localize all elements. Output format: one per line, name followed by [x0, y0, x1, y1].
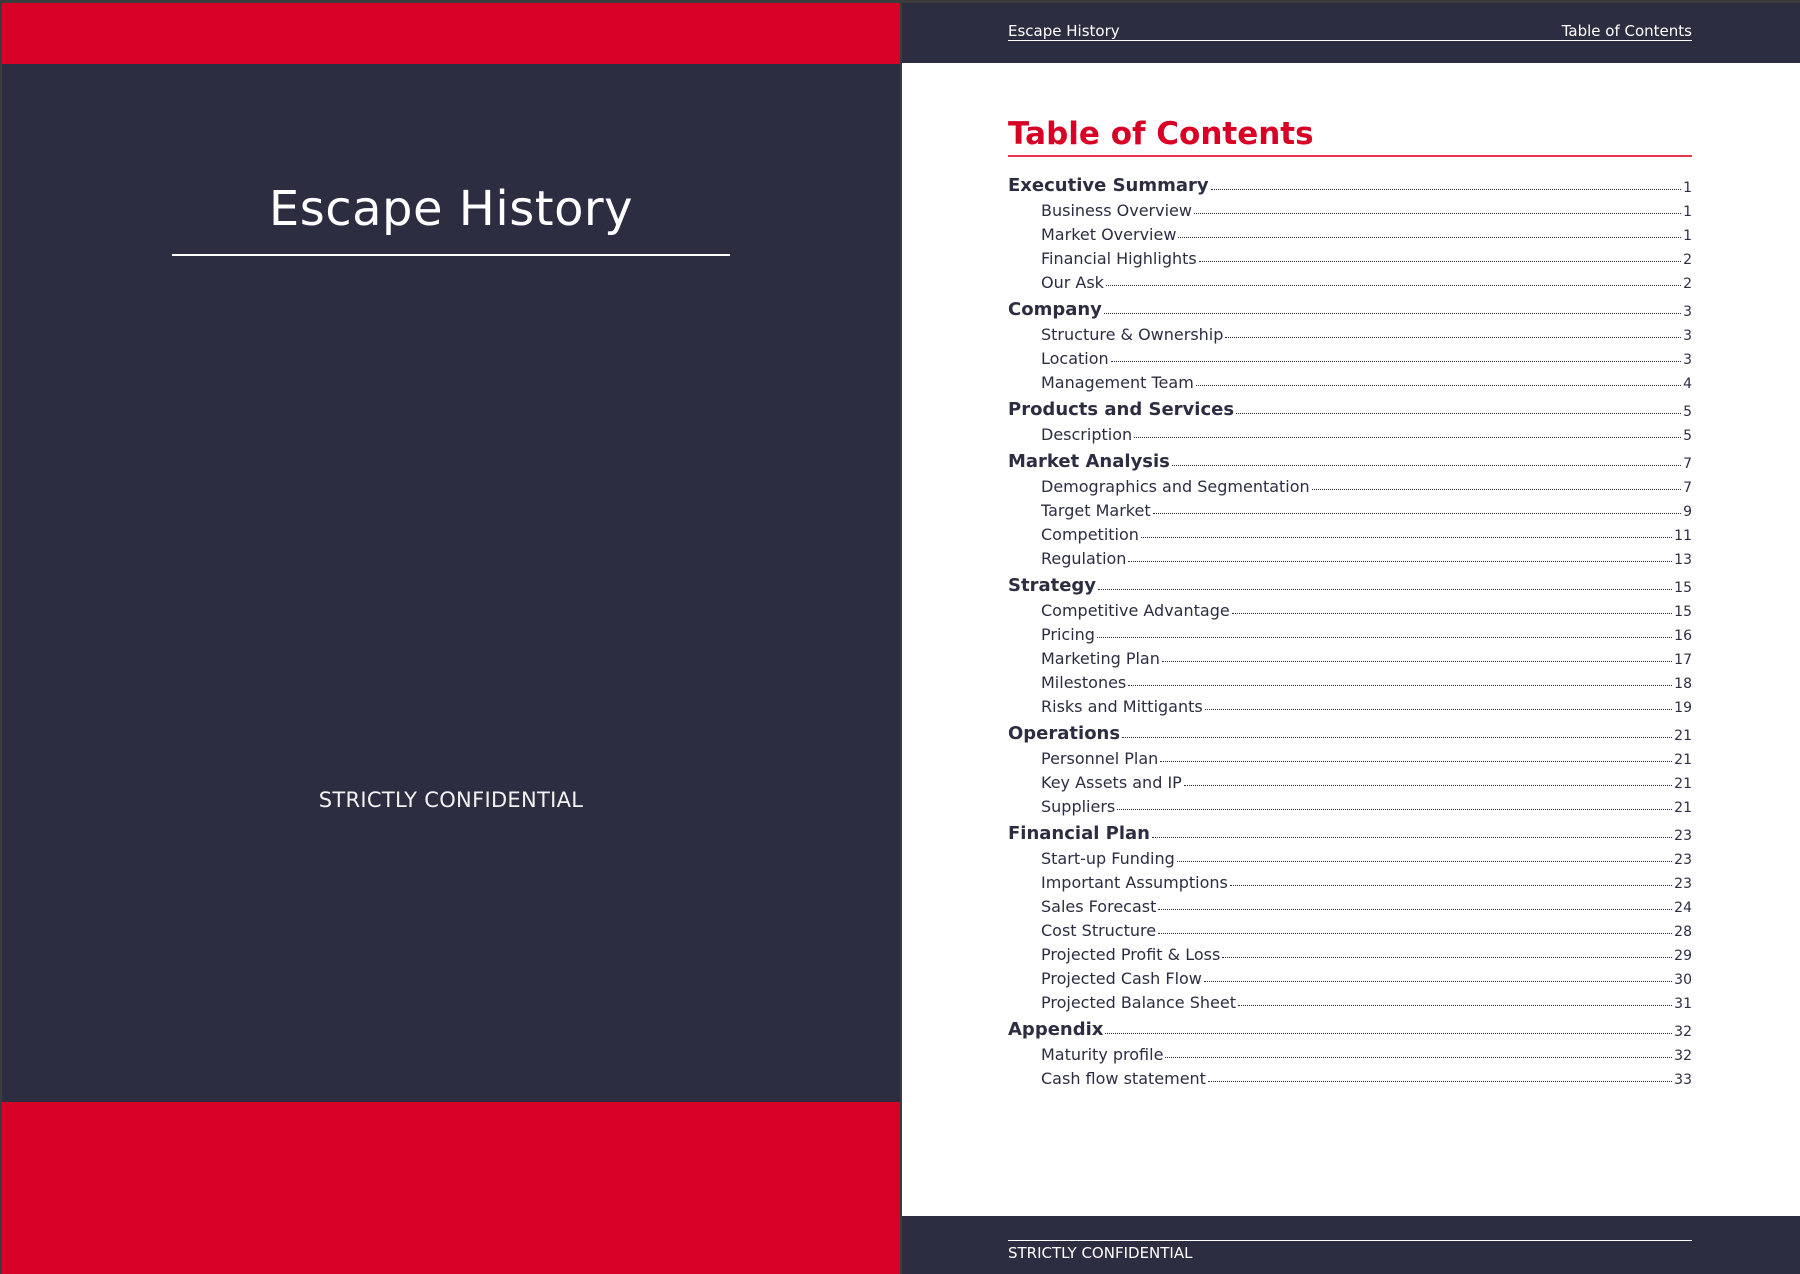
toc-entry-label: Projected Balance Sheet: [1041, 993, 1236, 1012]
toc-entry-page-number: 21: [1674, 728, 1692, 744]
toc-subsection-entry[interactable]: [1008, 1064, 1692, 1088]
toc-entry-page-number: 15: [1674, 580, 1692, 596]
toc-entry-page-number: 2: [1683, 276, 1692, 292]
toc-entry-page-number: 18: [1674, 676, 1692, 692]
cover-confidential-label: STRICTLY CONFIDENTIAL: [318, 788, 584, 812]
toc-entry-page-number: 23: [1674, 828, 1692, 844]
toc-entry-page-number: 21: [1674, 776, 1692, 792]
page-footer: [902, 1216, 1800, 1274]
toc-entry-label: Projected Profit & Loss: [1041, 945, 1221, 964]
toc-subsection-entry[interactable]: [1008, 988, 1692, 1012]
toc-subsection-entry[interactable]: [1008, 520, 1692, 544]
toc-dot-leader: [1172, 465, 1681, 466]
toc-entry-page-number: 9: [1683, 504, 1692, 520]
toc-dot-leader: [1134, 437, 1681, 438]
cover-page: [2, 3, 900, 1274]
toc-dot-leader: [1222, 957, 1672, 958]
toc-entry-page-number: 32: [1674, 1024, 1692, 1040]
toc-entry-label: Projected Cash Flow: [1041, 969, 1202, 988]
toc-entry-page-number: 2: [1683, 252, 1692, 268]
toc-entry-label: Sales Forecast: [1041, 897, 1157, 916]
toc-subsection-entry[interactable]: [1008, 420, 1692, 444]
toc-subsection-entry[interactable]: [1008, 892, 1692, 916]
footer-divider: [1008, 1240, 1692, 1241]
toc-dot-leader: [1141, 537, 1672, 538]
toc-subsection-entry[interactable]: [1008, 844, 1692, 868]
toc-dot-leader: [1312, 489, 1681, 490]
toc-entry-label: Executive Summary: [1008, 175, 1209, 196]
toc-entry-page-number: 5: [1683, 404, 1692, 420]
toc-dot-leader: [1238, 1005, 1672, 1006]
toc-list: [1008, 170, 1692, 1088]
toc-entry-page-number: 21: [1674, 752, 1692, 768]
toc-subsection-entry[interactable]: [1008, 916, 1692, 940]
toc-dot-leader: [1111, 361, 1681, 362]
toc-entry-label: Important Assumptions: [1041, 873, 1228, 892]
cover-title-divider: [172, 254, 730, 256]
toc-dot-leader: [1106, 285, 1681, 286]
toc-entry-page-number: 11: [1674, 528, 1692, 544]
footer-confidential-label: STRICTLY CONFIDENTIAL: [1008, 1244, 1193, 1262]
toc-page: [902, 3, 1800, 1274]
toc-dot-leader: [1230, 885, 1672, 886]
toc-subsection-entry[interactable]: [1008, 644, 1692, 668]
toc-entry-label: Market Overview: [1041, 225, 1177, 244]
toc-subsection-entry[interactable]: [1008, 668, 1692, 692]
toc-entry-label: Regulation: [1041, 549, 1127, 568]
toc-subsection-entry[interactable]: [1008, 220, 1692, 244]
toc-entry-label: Structure & Ownership: [1041, 325, 1224, 344]
toc-subsection-entry[interactable]: [1008, 768, 1692, 792]
toc-dot-leader: [1177, 861, 1672, 862]
toc-entry-page-number: 3: [1683, 304, 1692, 320]
toc-entry-page-number: 1: [1683, 228, 1692, 244]
toc-section-entry[interactable]: [1008, 570, 1692, 596]
toc-entry-page-number: 21: [1674, 800, 1692, 816]
toc-subsection-entry[interactable]: [1008, 344, 1692, 368]
toc-entry-label: Management Team: [1041, 373, 1194, 392]
toc-subsection-entry[interactable]: [1008, 196, 1692, 220]
toc-dot-leader: [1104, 313, 1681, 314]
toc-entry-page-number: 4: [1683, 376, 1692, 392]
toc-entry-page-number: 32: [1674, 1048, 1692, 1064]
toc-entry-page-number: 1: [1683, 204, 1692, 220]
toc-dot-leader: [1098, 589, 1672, 590]
header-divider: [1008, 40, 1692, 41]
toc-entry-page-number: 30: [1674, 972, 1692, 988]
toc-entry-label: Risks and Mittigants: [1041, 697, 1203, 716]
toc-entry-label: Personnel Plan: [1041, 749, 1159, 768]
toc-dot-leader: [1105, 1033, 1672, 1034]
toc-entry-label: Competition: [1041, 525, 1139, 544]
toc-subsection-entry[interactable]: [1008, 368, 1692, 392]
toc-entry-page-number: 17: [1674, 652, 1692, 668]
toc-dot-leader: [1205, 709, 1672, 710]
header-section-title: Table of Contents: [1561, 22, 1692, 40]
toc-subsection-entry[interactable]: [1008, 964, 1692, 988]
toc-entry-page-number: 24: [1674, 900, 1692, 916]
toc-dot-leader: [1117, 809, 1672, 810]
toc-entry-page-number: 7: [1683, 480, 1692, 496]
toc-dot-leader: [1097, 637, 1672, 638]
toc-dot-leader: [1162, 661, 1672, 662]
toc-entry-label: Strategy: [1008, 575, 1097, 596]
toc-dot-leader: [1184, 785, 1672, 786]
toc-subsection-entry[interactable]: [1008, 472, 1692, 496]
toc-entry-label: Maturity profile: [1041, 1045, 1164, 1064]
toc-dot-leader: [1211, 189, 1681, 190]
toc-section-entry[interactable]: [1008, 170, 1692, 196]
toc-entry-label: Financial Highlights: [1041, 249, 1197, 268]
toc-dot-leader: [1158, 933, 1672, 934]
toc-entry-page-number: 23: [1674, 852, 1692, 868]
toc-entry-label: Description: [1041, 425, 1133, 444]
toc-dot-leader: [1165, 1057, 1672, 1058]
toc-entry-page-number: 29: [1674, 948, 1692, 964]
toc-entry-page-number: 28: [1674, 924, 1692, 940]
toc-dot-leader: [1204, 981, 1672, 982]
toc-subsection-entry[interactable]: [1008, 244, 1692, 268]
toc-entry-label: Demographics and Segmentation: [1041, 477, 1310, 496]
toc-subsection-entry[interactable]: [1008, 544, 1692, 568]
toc-subsection-entry[interactable]: [1008, 1040, 1692, 1064]
toc-entry-page-number: 31: [1674, 996, 1692, 1012]
toc-subsection-entry[interactable]: [1008, 620, 1692, 644]
cover-top-band: [2, 3, 900, 64]
toc-entry-page-number: 3: [1683, 328, 1692, 344]
toc-entry-label: Location: [1041, 349, 1109, 368]
toc-dot-leader: [1236, 413, 1681, 414]
toc-entry-label: Milestones: [1041, 673, 1127, 692]
toc-dot-leader: [1196, 385, 1681, 386]
toc-dot-leader: [1160, 761, 1672, 762]
toc-subsection-entry[interactable]: [1008, 596, 1692, 620]
toc-heading-underline: [1008, 155, 1692, 157]
toc-entry-label: Marketing Plan: [1041, 649, 1160, 668]
toc-subsection-entry[interactable]: [1008, 744, 1692, 768]
toc-entry-label: Pricing: [1041, 625, 1095, 644]
toc-entry-page-number: 5: [1683, 428, 1692, 444]
toc-entry-page-number: 1: [1683, 180, 1692, 196]
toc-heading: Table of Contents: [1008, 116, 1314, 152]
toc-dot-leader: [1194, 213, 1681, 214]
toc-dot-leader: [1178, 237, 1681, 238]
page-header: [902, 3, 1800, 63]
cover-bottom-band: [2, 1102, 900, 1274]
toc-dot-leader: [1232, 613, 1672, 614]
toc-dot-leader: [1225, 337, 1681, 338]
toc-entry-label: Financial Plan: [1008, 823, 1150, 844]
toc-section-entry[interactable]: [1008, 718, 1692, 744]
toc-entry-page-number: 7: [1683, 456, 1692, 472]
toc-entry-page-number: 19: [1674, 700, 1692, 716]
toc-entry-page-number: 16: [1674, 628, 1692, 644]
toc-section-entry[interactable]: [1008, 394, 1692, 420]
header-document-title: Escape History: [1008, 22, 1120, 40]
toc-entry-label: Suppliers: [1041, 797, 1116, 816]
toc-entry-label: Company: [1008, 299, 1102, 320]
toc-dot-leader: [1153, 513, 1681, 514]
toc-entry-label: Key Assets and IP: [1041, 773, 1182, 792]
toc-entry-page-number: 3: [1683, 352, 1692, 368]
toc-dot-leader: [1122, 737, 1672, 738]
toc-dot-leader: [1152, 837, 1672, 838]
toc-dot-leader: [1158, 909, 1672, 910]
toc-entry-page-number: 23: [1674, 876, 1692, 892]
cover-title: Escape History: [268, 181, 634, 237]
toc-entry-label: Our Ask: [1041, 273, 1104, 292]
toc-subsection-entry[interactable]: [1008, 268, 1692, 292]
toc-entry-page-number: 15: [1674, 604, 1692, 620]
toc-section-entry[interactable]: [1008, 818, 1692, 844]
toc-entry-label: Products and Services: [1008, 399, 1235, 420]
toc-subsection-entry[interactable]: [1008, 868, 1692, 892]
toc-entry-label: Appendix: [1008, 1019, 1104, 1040]
toc-section-entry[interactable]: [1008, 1014, 1692, 1040]
toc-entry-label: Market Analysis: [1008, 451, 1170, 472]
toc-subsection-entry[interactable]: [1008, 320, 1692, 344]
toc-dot-leader: [1199, 261, 1681, 262]
toc-dot-leader: [1128, 561, 1672, 562]
toc-subsection-entry[interactable]: [1008, 692, 1692, 716]
toc-subsection-entry[interactable]: [1008, 940, 1692, 964]
toc-entry-label: Cash flow statement: [1041, 1069, 1206, 1088]
toc-entry-label: Target Market: [1041, 501, 1151, 520]
toc-entry-label: Operations: [1008, 723, 1121, 744]
toc-dot-leader: [1128, 685, 1672, 686]
toc-entry-page-number: 13: [1674, 552, 1692, 568]
toc-entry-label: Cost Structure: [1041, 921, 1157, 940]
toc-dot-leader: [1208, 1081, 1672, 1082]
toc-entry-label: Start-up Funding: [1041, 849, 1175, 868]
toc-section-entry[interactable]: [1008, 294, 1692, 320]
toc-entry-page-number: 33: [1674, 1072, 1692, 1088]
toc-subsection-entry[interactable]: [1008, 792, 1692, 816]
toc-section-entry[interactable]: [1008, 446, 1692, 472]
toc-entry-label: Competitive Advantage: [1041, 601, 1230, 620]
toc-entry-label: Business Overview: [1041, 201, 1192, 220]
toc-subsection-entry[interactable]: [1008, 496, 1692, 520]
